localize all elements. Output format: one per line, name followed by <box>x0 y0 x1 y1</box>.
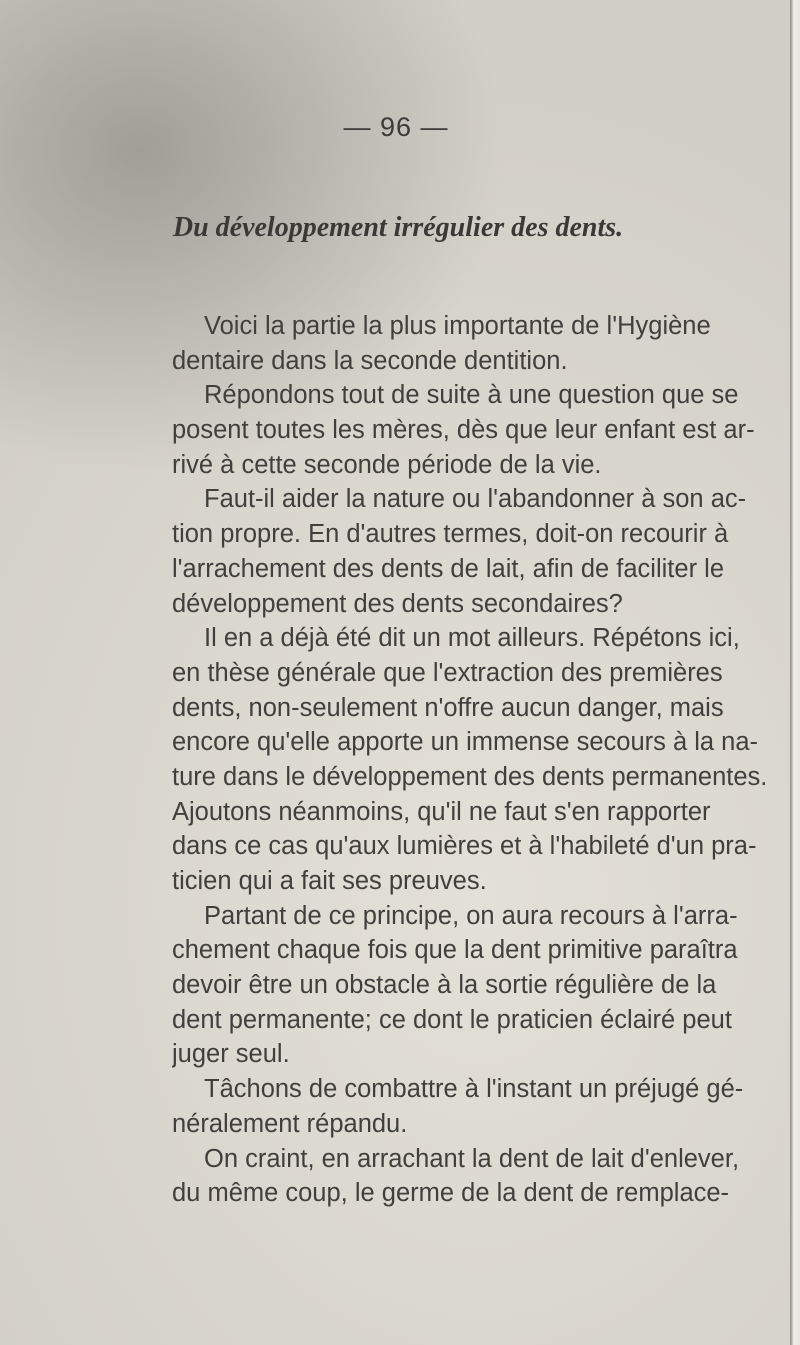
text-line: Répondons tout de suite à une question que se <box>204 381 739 410</box>
text-line: dans ce cas qu'aux lumières et à l'habileté d'un pra- <box>172 832 757 861</box>
text-line: en thèse générale que l'extraction des premières <box>172 658 723 687</box>
text-line: dentaire dans la seconde dentition. <box>172 346 568 375</box>
section-title: Du développement irrégulier des dents. <box>172 212 624 243</box>
text-line: ticien qui a fait ses preuves. <box>172 867 487 895</box>
page-edge <box>790 0 800 1345</box>
text-line: posent toutes les mères, dès que leur enfant est ar- <box>172 416 755 445</box>
text-line: chement chaque fois que la dent primitive paraîtra <box>172 936 738 965</box>
text-line: Il en a déjà été dit un mot ailleurs. Répétons ici, <box>204 624 740 653</box>
text-line: Partant de ce principe, on aura recours à l'arra- <box>204 901 738 930</box>
text-line: Faut-il aider la nature ou l'abandonner à son ac- <box>204 485 747 514</box>
text-line: Ajoutons néanmoins, qu'il ne faut s'en rapporter <box>172 797 711 826</box>
text-line: encore qu'elle apporte un immense secours à la na- <box>172 728 759 757</box>
text-line: On craint, en arrachant la dent de lait d'enlever, <box>204 1144 740 1173</box>
page-number: — 96 — <box>343 112 449 142</box>
text-line: ture dans le développement des dents permanentes. <box>172 762 768 791</box>
text-line: l'arrachement des dents de lait, afin de faciliter le <box>172 554 724 583</box>
text-line: dent permanente; ce dont le praticien éclairé peut <box>172 1005 732 1034</box>
text-line: devoir être un obstacle à la sortie régulière de la <box>172 971 717 1000</box>
body-text <box>172 309 792 1211</box>
text-line: tion propre. En d'autres termes, doit-on recourir à <box>172 520 729 549</box>
text-line: juger seul. <box>172 1040 290 1069</box>
text-line: Voici la partie la plus importante de l'Hygiène <box>204 312 711 340</box>
text-line: néralement répandu. <box>172 1109 408 1138</box>
text-line: rivé à cette seconde période de la vie. <box>172 450 602 479</box>
text-line: développement des dents secondaires? <box>172 589 623 618</box>
text-line: du même coup, le germe de la dent de remplace- <box>172 1179 730 1208</box>
text-line: dents, non-seulement n'offre aucun danger, mais <box>172 693 724 722</box>
text-line: Tâchons de combattre à l'instant un préjugé gé- <box>204 1075 744 1104</box>
